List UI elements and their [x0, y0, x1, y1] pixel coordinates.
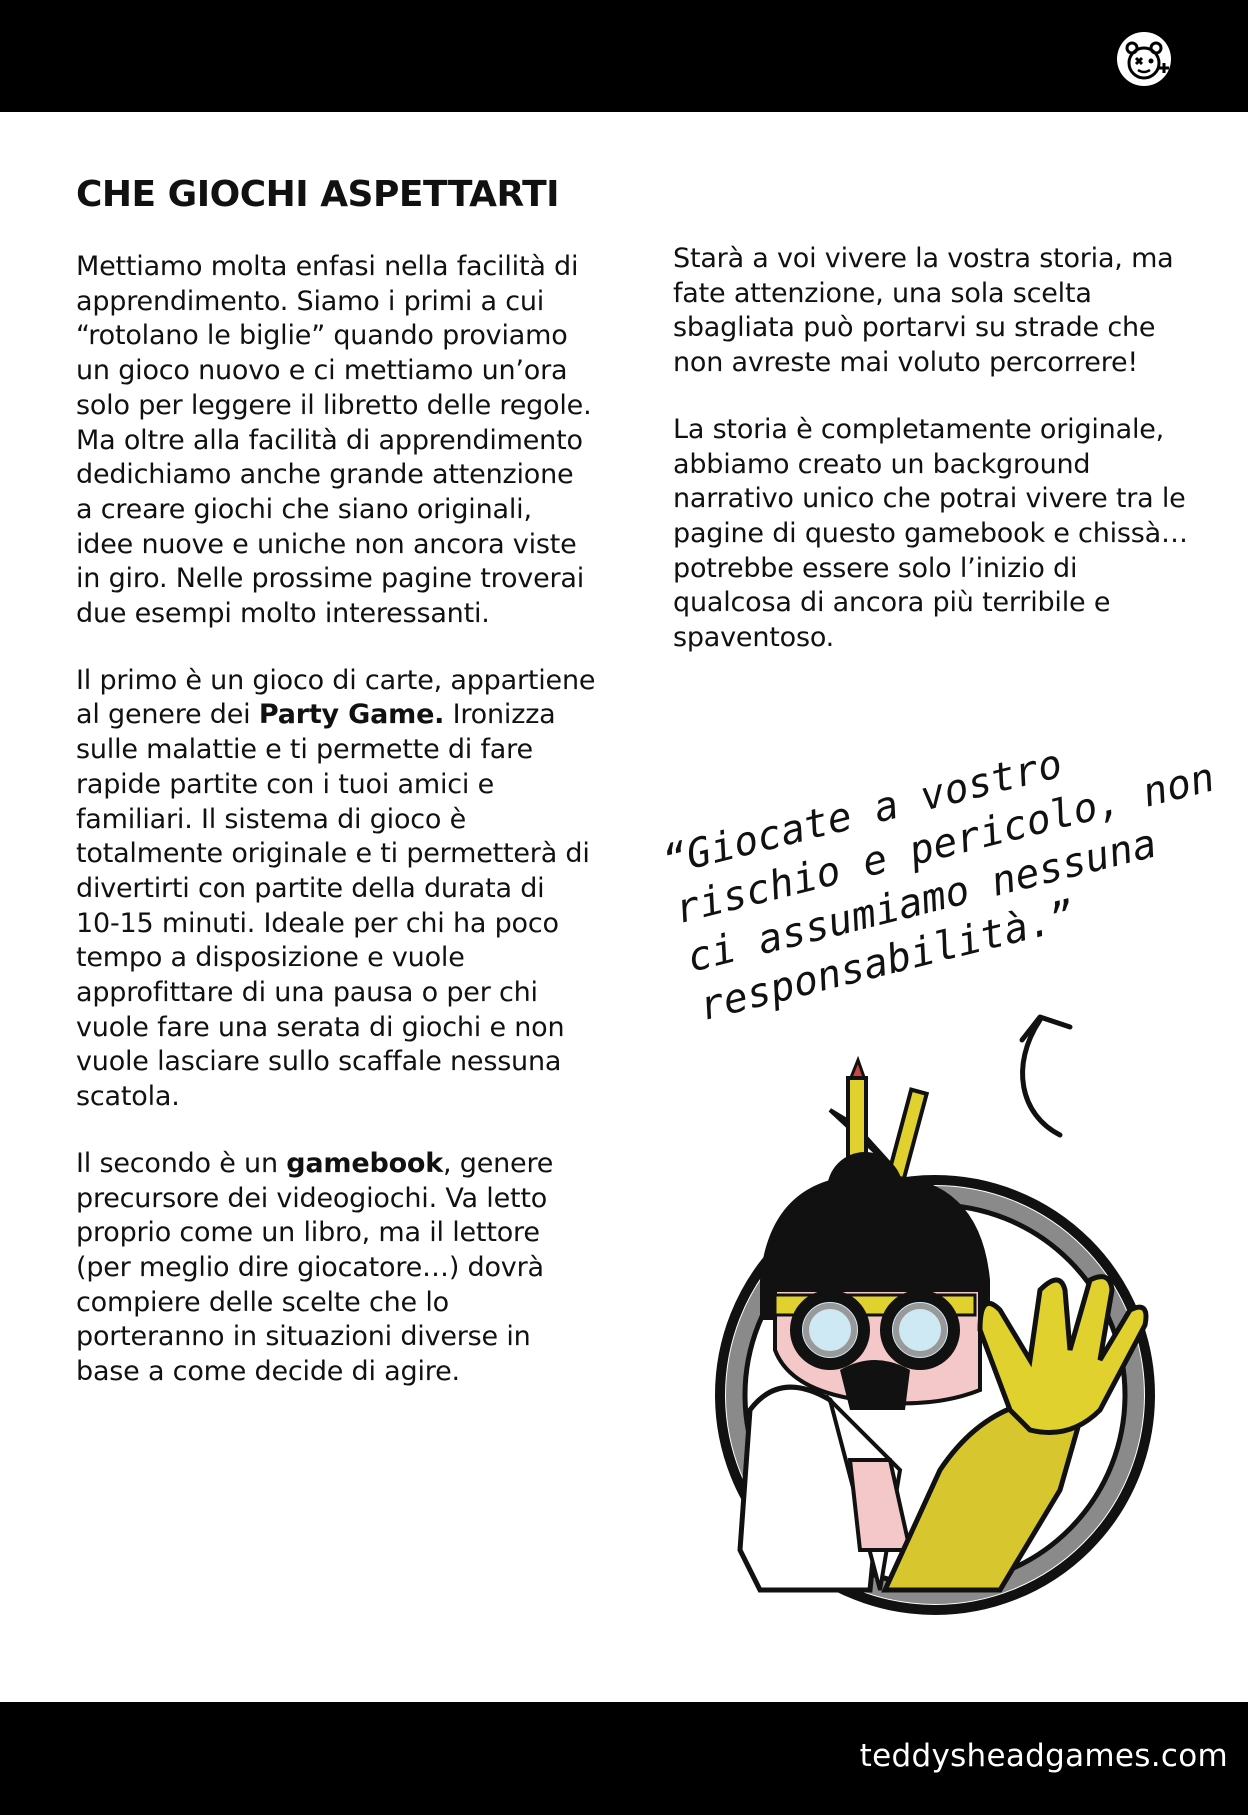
teddy-head-icon	[1115, 30, 1173, 88]
website-link[interactable]: teddysheadgames.com	[859, 1738, 1228, 1774]
top-bar	[0, 0, 1248, 112]
paragraph-your-story: Starà a voi vivere la vostra storia, ma fate attenzione, una sola scelta sbagliata può portarvi su strade che non avreste mai voluto percorrere!	[673, 243, 1174, 379]
handwritten-quote: “Giocate a vostro rischio e pericolo, non ci assumiamo nessuna responsabilità.”	[658, 740, 1220, 1031]
scientist-mascot-illustration	[680, 990, 1200, 1650]
left-column	[76, 250, 596, 1422]
page-title: CHE GIOCHI ASPETTARTI	[76, 174, 560, 215]
paragraph-party-game: Il primo è un gioco di carte, appartiene al genere dei Party Game. Ironizza sulle malattie e ti permette di fare rapide partite con i tuoi amici e familiari. Il sistema di gioco è totalmente originale e ti permetterà di divertirti con partite della durata di 10-15 minuti. Ideale per chi ha poco tempo a disposizione e vuole approfittare di una pausa o per chi vuole fare una serata di giochi e non vuole lasciare sullo scaffale nessuna scatola.	[76, 664, 596, 1113]
paragraph-ease-of-learning: Mettiamo molta enfasi nella facilità di apprendimento. Siamo i primi a cui “rotolano le biglie” quando proviamo un gioco nuovo e ci mettiamo un’ora solo per leggere il libretto delle regole. Ma oltre alla facilità di apprendimento dedichiamo anche grande attenzione a creare giochi che siano originali, idee nuove e uniche non ancora viste in giro. Nelle prossime pagine troverai due esempi molto interessanti.	[76, 251, 592, 630]
paragraph-gamebook: Il secondo è un gamebook, genere precursore dei videogiochi. Va letto proprio come un libro, ma il lettore (per meglio dire giocatore…) dovrà compiere delle scelte che lo porteranno in situazioni diverse in base a come decide di agire.	[76, 1147, 554, 1388]
right-column	[673, 242, 1193, 688]
paragraph-original-story: La storia è completamente originale, abbiamo creato un background narrativo unico che potrai vivere tra le pagine di questo gamebook e chissà… potrebbe essere solo l’inizio di qualcosa di ancora più terribile e spaventoso.	[673, 413, 1188, 654]
